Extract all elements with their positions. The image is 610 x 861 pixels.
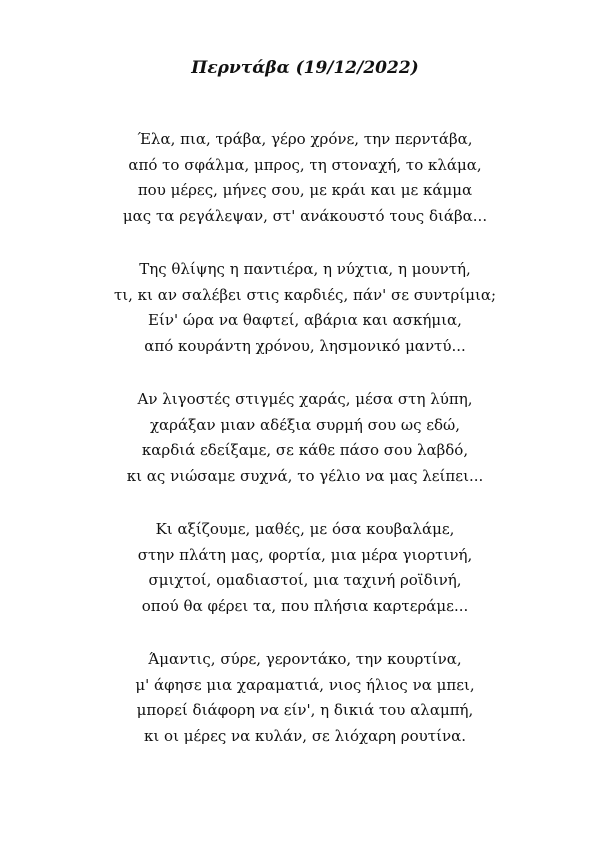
poem-line: σμιχτοί, ομαδιαστοί, μια ταχινή ροϊδινή, xyxy=(148,571,462,589)
poem-line: Της θλίψης η παντιέρα, η νύχτια, η μουντή, xyxy=(139,260,471,278)
poem-line: μπορεί διάφορη να είν', η δικιά του αλαμπή, xyxy=(136,701,474,719)
poem-line: από το σφάλμα, μπρος, τη στοναχή, το κλάμα, xyxy=(128,155,482,174)
stanza-5 xyxy=(0,647,610,749)
stanza-4 xyxy=(0,517,610,619)
poem-line: που μέρες, μήνες σου, με κράι και με κάμμα xyxy=(137,181,473,199)
poem-body xyxy=(0,127,610,777)
poem-line: καρδιά εδείξαμε, σε κάθε πάσο σου λαβδό, xyxy=(141,441,469,459)
poem-line: οπού θα φέρει τα, που πλήσια καρτεράμε... xyxy=(141,596,469,615)
poem-line: Άμαντις, σύρε, γεροντάκο, την κουρτίνα, xyxy=(148,650,462,668)
poem-line: κι οι μέρες να κυλάν, σε λιόχαρη ρουτίνα. xyxy=(144,726,466,745)
poem-line: μας τα ρεγάλεψαν, στ' ανάκουστό τους διάβα... xyxy=(122,206,488,225)
poem-line: στην πλάτη μας, φορτία, μια μέρα γιορτινή, xyxy=(137,545,473,564)
stanza-3 xyxy=(0,387,610,489)
poem-line: Είν' ώρα να θαφτεί, αβάρια και ασκήμια, xyxy=(148,311,462,329)
poem-line: κι ας νιώσαμε συχνά, το γέλιο να μας λείπει... xyxy=(126,466,484,485)
poem-title: Περντάβα (19/12/2022) xyxy=(191,58,419,78)
poem-line: Κι αξίζουμε, μαθές, με όσα κουβαλάμε, xyxy=(155,520,455,538)
poem-line: τι, κι αν σαλέβει στις καρδιές, πάν' σε συντρίμια; xyxy=(113,285,497,304)
poem-line: Έλα, πια, τράβα, γέρο χρόνε, την περντάβα, xyxy=(137,130,473,148)
poem-line: από κουράντη χρόνου, λησμονικό μαντύ... xyxy=(144,336,466,355)
stanza-1 xyxy=(0,127,610,229)
stanza-2 xyxy=(0,257,610,359)
poem-line: μ' άφησε μια χαραματιά, νιος ήλιος να μπει, xyxy=(135,675,475,694)
poem-line: Αν λιγοστές στιγμές χαράς, μέσα στη λύπη, xyxy=(137,390,473,408)
poem-line: χαράξαν μιαν αδέξια συρμή σου ως εδώ, xyxy=(149,415,461,434)
